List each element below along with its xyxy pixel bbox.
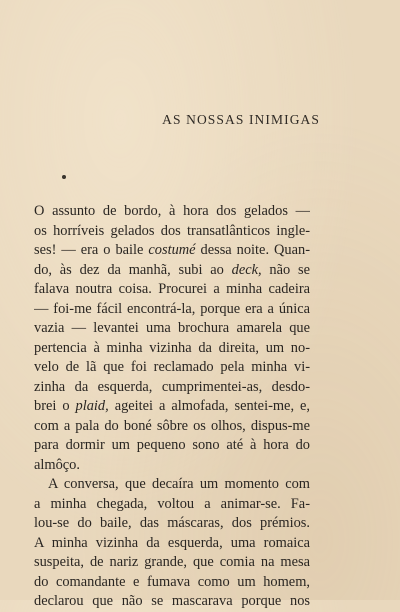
text-run: lou-se do baile, das máscaras, dos prémios. <box>34 515 310 531</box>
text-line <box>34 358 310 378</box>
text-run: almôço. <box>34 456 80 473</box>
text-line <box>34 378 310 398</box>
text-line <box>34 300 310 320</box>
text-line <box>34 417 310 437</box>
text-run: A conversa, que decaíra um momento com <box>48 476 310 492</box>
text-run: falava noutra coisa. Procurei a minha cadeira <box>34 281 310 297</box>
text-line <box>34 495 310 515</box>
body-text <box>34 202 310 612</box>
text-run: suspeita, de nariz grande, que comia na mesa <box>34 554 310 570</box>
text-line <box>34 280 310 300</box>
text-line <box>34 592 310 612</box>
text-run: O assunto de bordo, à hora dos gelados — <box>34 203 310 219</box>
text-run: brei o <box>34 398 76 414</box>
running-head: AS NOSSAS INIMIGAS <box>162 112 320 127</box>
text-line <box>34 436 310 456</box>
text-run: declarou que não se mascarava porque nos <box>34 593 310 609</box>
text-line <box>34 456 310 476</box>
text-line <box>34 397 310 417</box>
text-run: com a pala do boné sôbre os olhos, dispus-me <box>34 417 310 434</box>
ornament-dot <box>62 175 66 179</box>
text-line <box>34 241 310 261</box>
text-line <box>34 475 310 495</box>
text-run: pertencia à minha vizinha da direita, um no- <box>34 339 310 356</box>
text-run: velo de lã que foi reclamado pela minha vi- <box>34 359 310 375</box>
text-run: zinha da esquerda, cumprimentei-as, desdo- <box>34 378 310 395</box>
text-line <box>34 339 310 359</box>
text-run: os horríveis gelados dos transatlânticos ingle- <box>34 222 310 239</box>
text-line <box>34 534 310 554</box>
text-line <box>34 202 310 222</box>
text-run: vazia — levantei uma brochura amarela que <box>34 320 310 336</box>
text-line <box>34 514 310 534</box>
italic-word: deck, <box>231 261 262 278</box>
text-run: do comandante e fumava como um homem, <box>34 573 310 590</box>
text-run: dessa noite. Quan- <box>195 242 310 258</box>
text-run: — foi-me fácil encontrá-la, porque era a única <box>34 300 310 317</box>
text-run: ses! — era o baile <box>34 242 149 258</box>
text-run: para dormir um pequeno sono até à hora do <box>34 437 310 453</box>
text-run: a minha chegada, voltou a animar-se. Fa- <box>34 495 310 512</box>
text-run: do, às dez da manhã, subi ao <box>34 261 232 278</box>
text-line <box>34 261 310 281</box>
text-run: não se <box>261 261 310 278</box>
italic-word: plaid, <box>75 398 109 414</box>
text-run: A minha vizinha da esquerda, uma romaica <box>34 534 310 551</box>
text-line <box>34 319 310 339</box>
text-line <box>34 573 310 593</box>
text-line <box>34 222 310 242</box>
text-run: ageitei a almofada, sentei-me, e, <box>108 398 310 414</box>
italic-word: costumé <box>148 242 196 258</box>
text-line <box>34 553 310 573</box>
